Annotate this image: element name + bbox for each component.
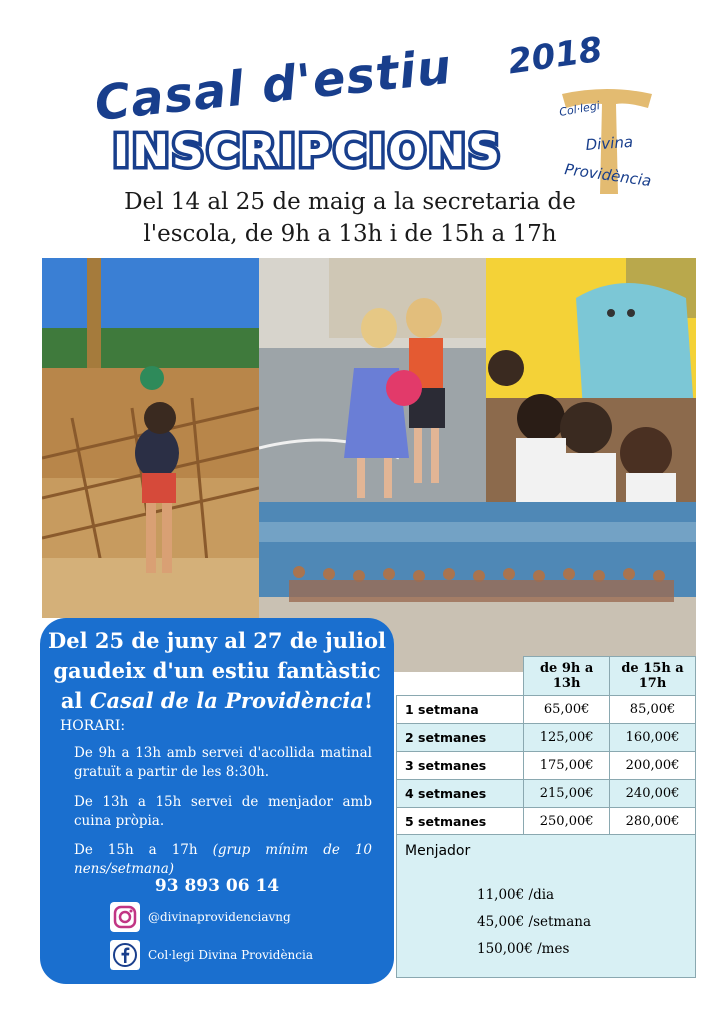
info-headline — [40, 626, 394, 716]
col-header-morning: de 9h a 13h — [524, 657, 610, 696]
price-header-blank — [397, 657, 524, 696]
menjador-price-week: 45,00€ /setmana — [477, 914, 592, 930]
logo-line-1: Col·legi — [558, 99, 601, 119]
price-row — [397, 808, 696, 836]
schedule-morning: De 9h a 13h amb servei d'acollida matinal gratuït a partir de les 8:30h. — [74, 745, 372, 780]
phone-number[interactable]: 93 893 06 14 — [154, 876, 280, 896]
schedule-afternoon-note: (grup mínim de 10 nens/setmana) — [74, 842, 372, 877]
logo-line-3: Providència — [563, 160, 653, 191]
menjador-box — [396, 834, 696, 978]
title-casal-destiu — [92, 29, 618, 132]
title-year: 2018 — [505, 29, 605, 83]
price-row — [397, 724, 696, 752]
schedule-afternoon-text: De 15h a 17h — [74, 842, 213, 858]
inscripcions-banner — [98, 124, 518, 176]
price-morning: 215,00€ — [524, 780, 610, 808]
school-logo — [552, 82, 662, 202]
price-morning: 175,00€ — [524, 752, 610, 780]
headline-casal-name: Casal de la Providència — [89, 688, 364, 713]
instagram-icon — [110, 902, 140, 932]
price-afternoon: 280,00€ — [610, 808, 696, 836]
price-header-row — [397, 657, 696, 696]
title-script-text: Casal d'estiu — [92, 38, 455, 132]
headline-line-3 — [40, 686, 394, 716]
facebook-page-name: Col·legi Divina Providència — [148, 948, 313, 962]
price-row — [397, 696, 696, 724]
subtitle-line-2: l'escola, de 9h a 13h i de 15h a 17h — [143, 221, 557, 247]
col-header-afternoon: de 15h a 17h — [610, 657, 696, 696]
price-afternoon: 200,00€ — [610, 752, 696, 780]
logo-line-2: Divina — [585, 132, 634, 154]
row-label: 2 setmanes — [397, 724, 524, 752]
photo-kids-balloon — [259, 258, 486, 502]
schedule-afternoon — [74, 841, 372, 879]
inscripcions-text: INSCRIPCIONS — [112, 126, 504, 176]
info-panel — [40, 618, 394, 984]
headline-prefix: al — [60, 688, 90, 713]
price-morning: 250,00€ — [524, 808, 610, 836]
price-row — [397, 780, 696, 808]
schedule-lunch: De 13h a 15h servei de menjador amb cuina pròpia. — [74, 794, 372, 829]
headline-suffix: ! — [363, 688, 374, 713]
price-table — [396, 656, 696, 836]
subtitle-line-1: Del 14 al 25 de maig a la secretaria de — [124, 189, 576, 215]
instagram-handle: @divinaprovidenciavng — [148, 910, 291, 924]
facebook-link[interactable] — [110, 940, 313, 970]
instagram-link[interactable] — [110, 902, 291, 932]
row-label: 4 setmanes — [397, 780, 524, 808]
row-label: 3 setmanes — [397, 752, 524, 780]
menjador-price-day: 11,00€ /dia — [477, 887, 555, 903]
row-label: 5 setmanes — [397, 808, 524, 836]
menjador-price-month: 150,00€ /mes — [477, 941, 570, 957]
headline-line-1: Del 25 de juny al 27 de juliol — [48, 628, 386, 653]
price-row — [397, 752, 696, 780]
photo-seal-puppet-show — [486, 258, 696, 514]
row-label: 1 setmana — [397, 696, 524, 724]
price-morning: 65,00€ — [524, 696, 610, 724]
horari-label: HORARI: — [60, 718, 126, 734]
price-section — [396, 656, 696, 976]
price-afternoon: 160,00€ — [610, 724, 696, 752]
headline-line-2: gaudeix d'un estiu fantàstic — [53, 658, 381, 683]
price-afternoon: 85,00€ — [610, 696, 696, 724]
menjador-title: Menjador — [405, 843, 471, 859]
price-afternoon: 240,00€ — [610, 780, 696, 808]
photo-playground-climbing — [42, 258, 259, 618]
price-morning: 125,00€ — [524, 724, 610, 752]
facebook-icon — [110, 940, 140, 970]
registration-dates — [40, 186, 660, 250]
